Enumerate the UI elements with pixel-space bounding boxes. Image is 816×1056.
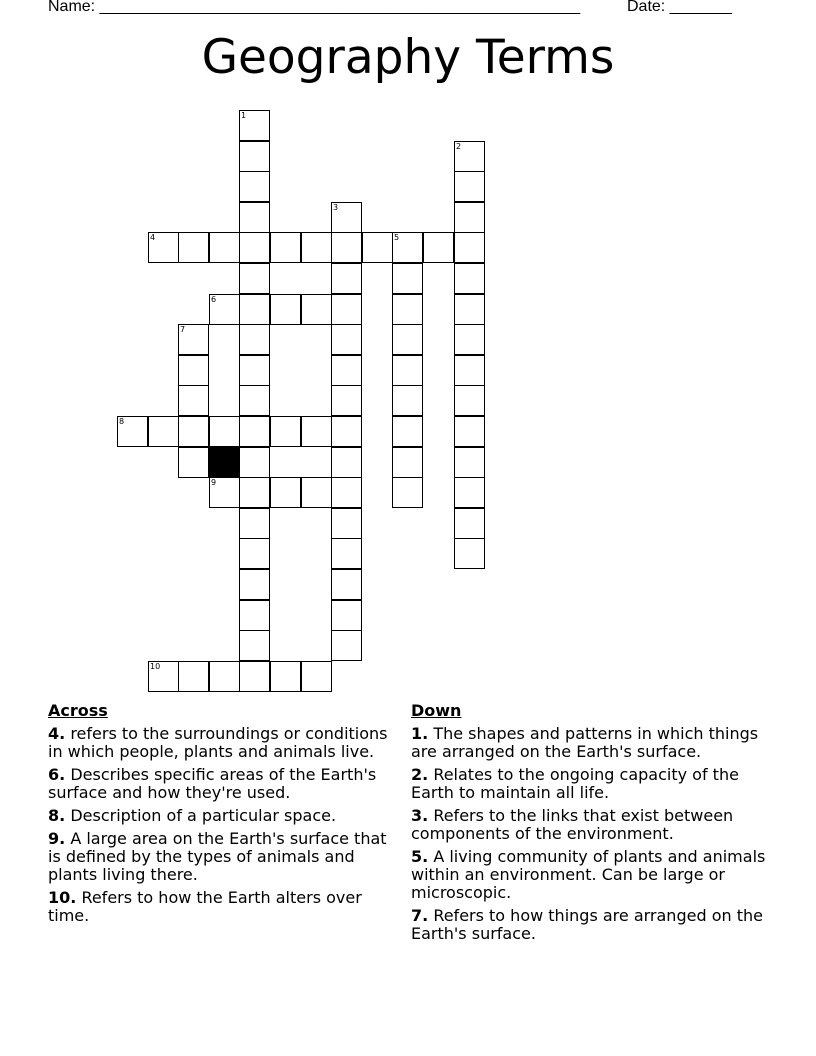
grid-cell[interactable] [423, 232, 454, 263]
grid-cell[interactable] [331, 569, 362, 600]
down-heading: Down [411, 701, 462, 720]
grid-cell[interactable] [301, 477, 332, 508]
across-clues [48, 702, 388, 930]
grid-cell[interactable] [454, 477, 485, 508]
grid-cell[interactable] [331, 630, 362, 661]
grid-cell[interactable] [239, 202, 270, 233]
grid-cell[interactable] [239, 538, 270, 569]
clue-number: 10. [48, 888, 77, 907]
grid-cell[interactable] [239, 447, 270, 478]
clue-text: Relates to the ongoing capacity of the Earth to maintain all life. [411, 765, 739, 802]
grid-cell[interactable] [454, 232, 485, 263]
grid-cell[interactable] [331, 263, 362, 294]
grid-cell[interactable] [178, 324, 209, 355]
grid-cell[interactable] [331, 538, 362, 569]
grid-cell[interactable] [239, 477, 270, 508]
grid-cell[interactable] [209, 477, 240, 508]
grid-cell[interactable] [301, 232, 332, 263]
clue-number: 5. [411, 847, 429, 866]
grid-cell[interactable] [209, 661, 240, 692]
grid-cell[interactable] [454, 263, 485, 294]
grid-cell[interactable] [239, 355, 270, 386]
down-clues [411, 702, 781, 948]
grid-cell[interactable] [454, 508, 485, 539]
down-clue [411, 725, 781, 761]
grid-cell[interactable] [362, 232, 393, 263]
grid-cell[interactable] [331, 600, 362, 631]
grid-cell[interactable] [239, 508, 270, 539]
grid-cell[interactable] [454, 171, 485, 202]
grid-cell[interactable] [117, 416, 148, 447]
grid-cell[interactable] [239, 600, 270, 631]
clue-number: 9 [211, 478, 217, 487]
clue-text: A living community of plants and animals within an environment. Can be large or microscopic. [411, 847, 766, 902]
clue-number: 1. [411, 724, 429, 743]
grid-cell[interactable] [178, 355, 209, 386]
clue-number: 9. [48, 829, 66, 848]
grid-cell[interactable] [331, 447, 362, 478]
grid-cell[interactable] [454, 385, 485, 416]
clue-text: The shapes and patterns in which things are arranged on the Earth's surface. [411, 724, 759, 761]
across-clue [48, 830, 388, 884]
clue-text: A large area on the Earth's surface that is defined by the types of animals and plants living there. [48, 829, 387, 884]
down-clue [411, 907, 781, 943]
grid-cell[interactable] [331, 385, 362, 416]
grid-cell[interactable] [239, 263, 270, 294]
grid-cell[interactable] [148, 232, 179, 263]
grid-cell[interactable] [454, 294, 485, 325]
grid-cell[interactable] [331, 324, 362, 355]
grid-cell[interactable] [392, 232, 423, 263]
grid-cell[interactable] [209, 232, 240, 263]
clue-number: 1 [241, 111, 247, 120]
clue-text: Refers to how things are arranged on the Earth's surface. [411, 906, 763, 943]
clue-number: 6. [48, 765, 66, 784]
grid-cell[interactable] [392, 324, 423, 355]
across-clue [48, 807, 388, 825]
grid-cell[interactable] [239, 324, 270, 355]
grid-cell[interactable] [392, 263, 423, 294]
grid-cell[interactable] [270, 477, 301, 508]
clue-number: 3 [333, 203, 339, 212]
down-clue [411, 848, 781, 902]
grid-cell[interactable] [392, 477, 423, 508]
down-clue [411, 807, 781, 843]
across-heading: Across [48, 701, 108, 720]
grid-cell[interactable] [331, 294, 362, 325]
grid-cell[interactable] [454, 538, 485, 569]
clue-number: 7. [411, 906, 429, 925]
grid-cell[interactable] [239, 110, 270, 141]
clue-text: Refers to the links that exist between components of the environment. [411, 806, 734, 843]
clue-text: refers to the surroundings or conditions in which people, plants and animals live. [48, 724, 388, 761]
grid-cell[interactable] [454, 141, 485, 172]
clue-number: 7 [180, 325, 186, 334]
across-clue [48, 889, 388, 925]
grid-cell[interactable] [239, 661, 270, 692]
grid-cell[interactable] [239, 385, 270, 416]
grid-cell[interactable] [209, 416, 240, 447]
grid-cell[interactable] [178, 447, 209, 478]
grid-cell[interactable] [392, 447, 423, 478]
grid-cell[interactable] [239, 416, 270, 447]
clue-text: Description of a particular space. [70, 806, 337, 825]
grid-cell[interactable] [148, 416, 179, 447]
grid-cell[interactable] [178, 232, 209, 263]
grid-cell[interactable] [392, 355, 423, 386]
grid-cell[interactable] [331, 355, 362, 386]
grid-cell[interactable] [392, 416, 423, 447]
grid-cell[interactable] [239, 569, 270, 600]
grid-cell[interactable] [454, 202, 485, 233]
grid-cell[interactable] [239, 232, 270, 263]
clue-number: 3. [411, 806, 429, 825]
grid-cell[interactable] [178, 385, 209, 416]
grid-cell[interactable] [331, 202, 362, 233]
grid-cell[interactable] [270, 294, 301, 325]
grid-cell[interactable] [454, 324, 485, 355]
grid-cell[interactable] [454, 447, 485, 478]
grid-cell[interactable] [301, 416, 332, 447]
grid-cell[interactable] [331, 508, 362, 539]
grid-cell[interactable] [270, 661, 301, 692]
page-title: Geography Terms [201, 30, 615, 85]
clue-number: 2. [411, 765, 429, 784]
grid-cell[interactable] [178, 661, 209, 692]
clue-number: 10 [150, 662, 161, 671]
clue-number: 2 [456, 142, 462, 151]
clue-text: Describes specific areas of the Earth's surface and how they're used. [48, 765, 377, 802]
down-clue [411, 766, 781, 802]
grid-cell[interactable] [209, 294, 240, 325]
grid-cell[interactable] [331, 416, 362, 447]
across-clue [48, 725, 388, 761]
date-field[interactable]: Date: _______ [627, 0, 732, 15]
grid-cell[interactable] [331, 232, 362, 263]
grid-cell[interactable] [331, 477, 362, 508]
grid-cell[interactable] [148, 661, 179, 692]
clue-number: 4. [48, 724, 66, 743]
clue-number: 5 [394, 233, 400, 242]
clue-number: 8. [48, 806, 66, 825]
black-cell [209, 447, 240, 478]
grid-cell[interactable] [454, 416, 485, 447]
grid-cell[interactable] [270, 232, 301, 263]
grid-cell[interactable] [301, 661, 332, 692]
clue-number: 4 [150, 233, 156, 242]
name-field[interactable]: Name: ______________________________________________________ [48, 0, 581, 15]
grid-cell[interactable] [301, 294, 332, 325]
grid-cell[interactable] [454, 355, 485, 386]
grid-cell[interactable] [270, 416, 301, 447]
grid-cell[interactable] [239, 294, 270, 325]
across-clue [48, 766, 388, 802]
grid-cell[interactable] [178, 416, 209, 447]
clue-number: 6 [211, 295, 217, 304]
grid-cell[interactable] [392, 294, 423, 325]
clue-text: Refers to how the Earth alters over time. [48, 888, 362, 925]
clue-number: 8 [119, 417, 125, 426]
grid-cell[interactable] [239, 630, 270, 661]
grid-cell[interactable] [392, 385, 423, 416]
grid-cell[interactable] [239, 141, 270, 172]
grid-cell[interactable] [239, 171, 270, 202]
